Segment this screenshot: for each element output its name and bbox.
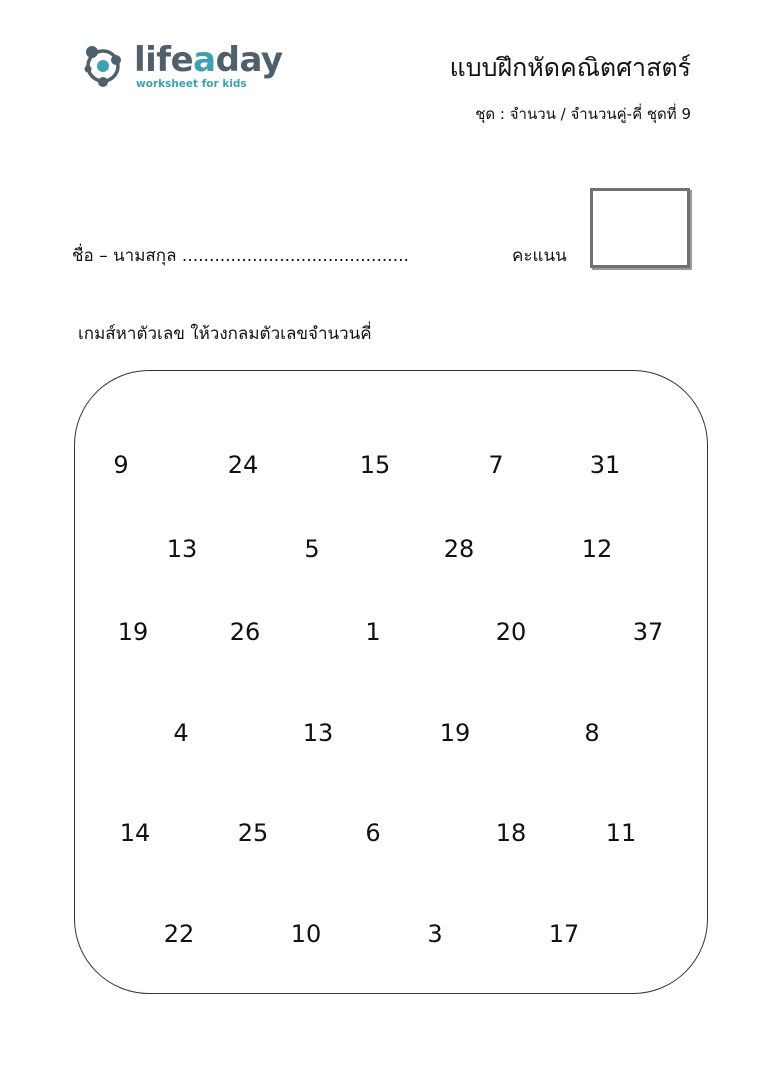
board-number: 7 [488, 451, 504, 479]
board-number: 15 [359, 451, 391, 479]
board-number: 3 [427, 920, 443, 948]
score-label: คะแนน [512, 246, 567, 266]
worksheet-subtitle: ชุด : จำนวน / จำนวนคู่-คี่ ชุดที่ 9 [475, 105, 691, 123]
name-field-line: ชื่อ – นามสกุล .......................................... [72, 246, 409, 266]
molecule-logo-icon [82, 38, 132, 90]
board-number: 18 [495, 819, 527, 847]
board-number: 13 [166, 535, 198, 563]
board-number: 26 [229, 618, 261, 646]
board-number: 12 [581, 535, 613, 563]
board-number: 1 [365, 618, 381, 646]
board-number: 9 [113, 451, 129, 479]
board-number: 19 [439, 719, 471, 747]
logo-tagline: worksheet for kids [136, 78, 247, 90]
board-number: 20 [495, 618, 527, 646]
lifeaday-logo [82, 38, 282, 94]
board-number: 31 [589, 451, 621, 479]
board-number: 8 [584, 719, 600, 747]
board-number: 17 [548, 920, 580, 948]
board-number: 25 [237, 819, 269, 847]
score-box [590, 188, 690, 268]
board-number: 11 [605, 819, 637, 847]
board-number: 24 [227, 451, 259, 479]
board-number: 6 [365, 819, 381, 847]
instruction-text: เกมส์หาตัวเลข ให้วงกลมตัวเลขจำนวนคี่ [78, 324, 372, 344]
board-number: 13 [302, 719, 334, 747]
board-number: 19 [117, 618, 149, 646]
board-number: 37 [632, 618, 664, 646]
board-number: 5 [304, 535, 320, 563]
board-number: 28 [443, 535, 475, 563]
number-board [74, 370, 708, 994]
worksheet-title: แบบฝึกหัดคณิตศาสตร์ [449, 53, 691, 82]
board-number: 4 [173, 719, 189, 747]
board-number: 22 [163, 920, 195, 948]
board-number: 10 [290, 920, 322, 948]
logo-wordmark: lifeaday [134, 40, 283, 80]
board-number: 14 [119, 819, 151, 847]
